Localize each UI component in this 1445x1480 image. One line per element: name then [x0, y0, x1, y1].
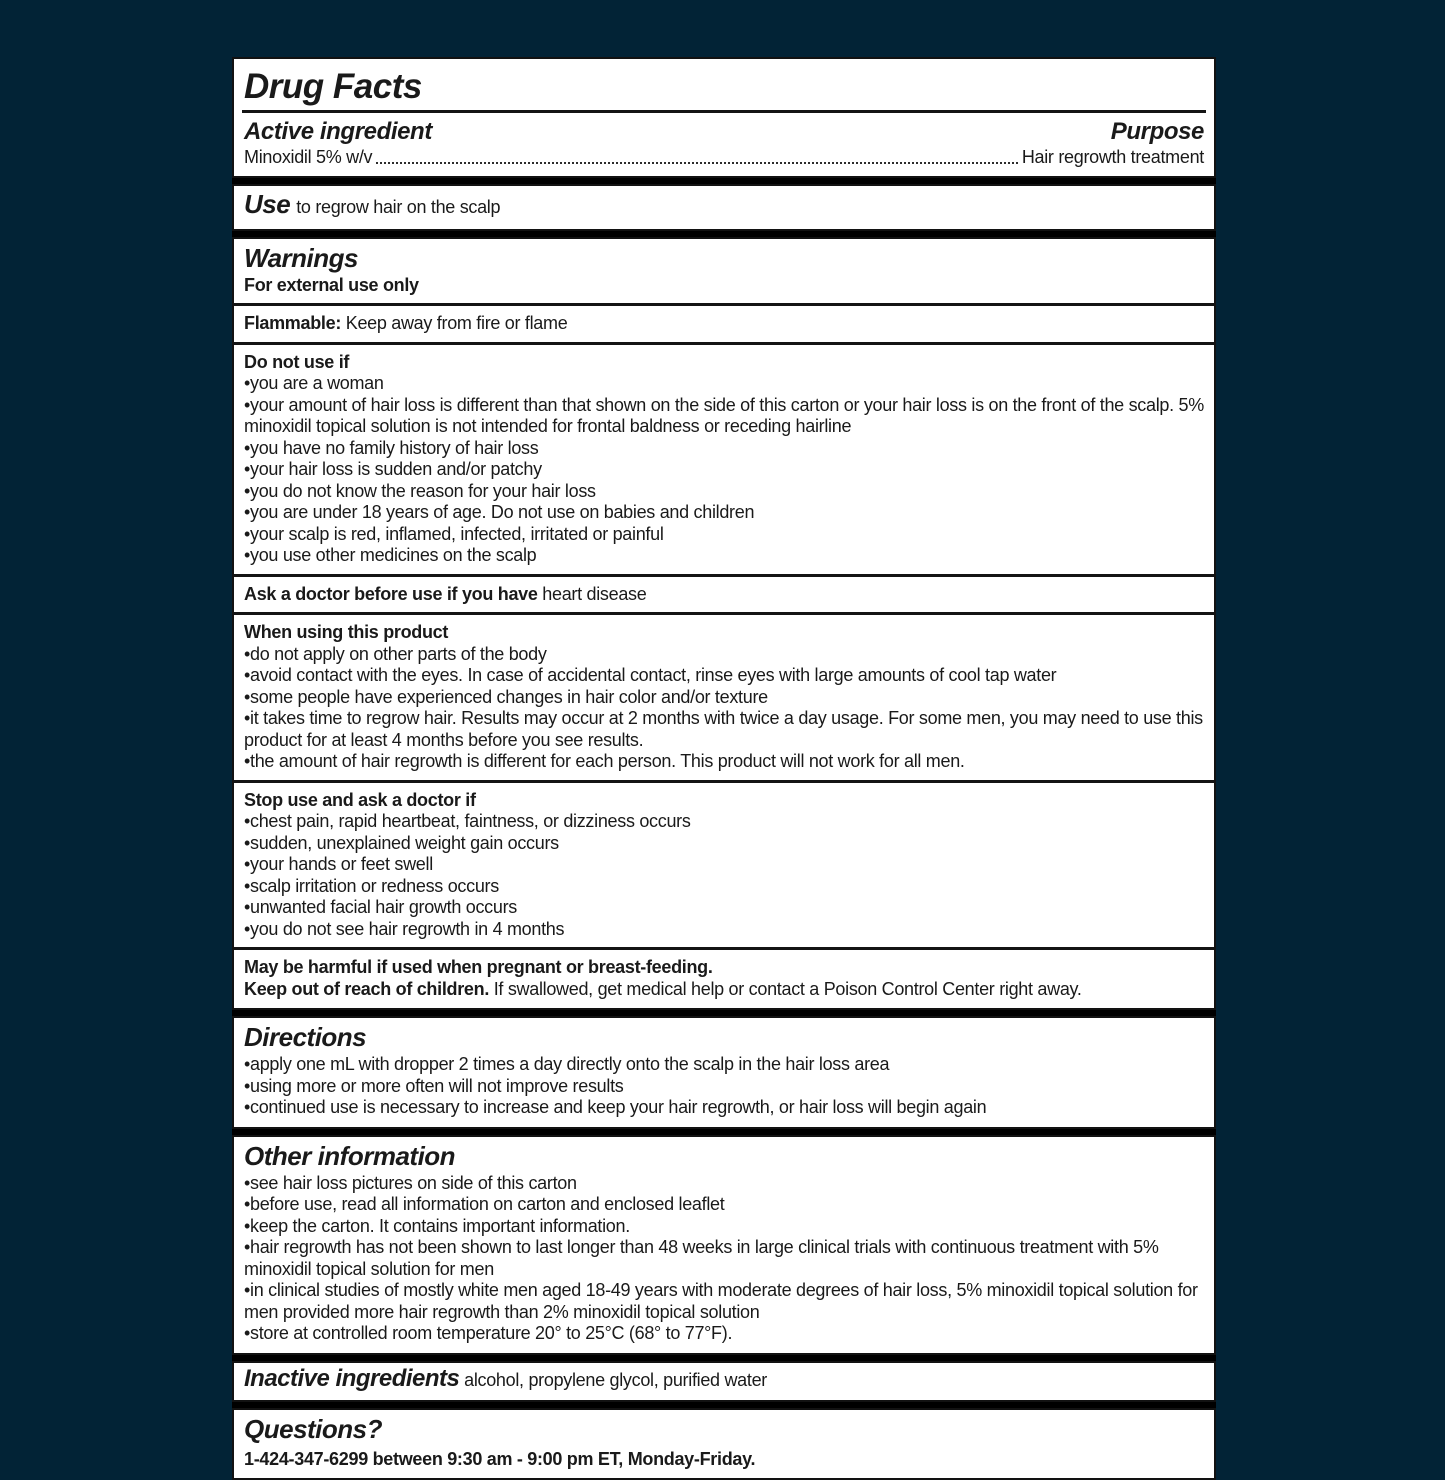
bullet-item: • you do not see hair regrowth in 4 months	[234, 919, 1214, 941]
divider-rule	[234, 342, 1214, 345]
bullet-item: • some people have experienced changes in hair color and/or texture	[234, 687, 1214, 709]
bullet-item: • you do not know the reason for your hair loss	[234, 481, 1214, 503]
section-directions	[232, 1016, 1216, 1129]
bullet-item: • you are under 18 years of age. Do not use on babies and children	[234, 502, 1214, 524]
divider-rule	[242, 110, 1206, 113]
use-heading: Use	[244, 189, 291, 220]
directions-heading: Directions	[244, 1022, 367, 1053]
bullet-item: • your scalp is red, inflamed, infected, irritated or painful	[234, 524, 1214, 546]
section-active-ingredient	[232, 57, 1216, 178]
ask-doctor-label: Ask a doctor before use if you have	[244, 583, 538, 604]
bullet-item: • keep the carton. It contains important information.	[234, 1216, 1214, 1238]
dotted-leader	[376, 162, 1018, 164]
section-other-information	[232, 1135, 1216, 1355]
bullet-item: • store at controlled room temperature 20° to 25°C (68° to 77°F).	[234, 1323, 1214, 1345]
children-warning-line	[234, 979, 1214, 1001]
external-use-only: For external use only	[244, 274, 419, 295]
section-warnings	[232, 237, 1216, 1011]
bullet-item: • sudden, unexplained weight gain occurs	[234, 833, 1214, 855]
ask-doctor-line	[234, 584, 1214, 606]
active-ingredient-heading: Active ingredient	[244, 118, 432, 146]
do-not-use-heading: Do not use if	[244, 351, 350, 372]
when-using-list	[234, 644, 1214, 773]
bullet-item: • continued use is necessary to increase and keep your hair regrowth, or hair loss will begin again	[234, 1097, 1214, 1119]
bullet-item: • apply one mL with dropper 2 times a day directly onto the scalp in the hair loss area	[234, 1054, 1214, 1076]
flammable-line	[234, 313, 1214, 335]
inactive-ingredients-line	[234, 1364, 1214, 1392]
when-using-heading: When using this product	[244, 622, 449, 643]
bullet-item: • unwanted facial hair growth occurs	[234, 897, 1214, 919]
ask-doctor-text: heart disease	[542, 583, 647, 604]
purpose-heading: Purpose	[1110, 118, 1204, 146]
bullet-item: • see hair loss pictures on side of this carton	[234, 1173, 1214, 1195]
divider-rule	[234, 612, 1214, 615]
children-warning-label: Keep out of reach of children.	[244, 978, 490, 999]
bullet-item: • in clinical studies of mostly white men aged 18-49 years with moderate degrees of hair loss, 5% minoxidil topical solution for men provided more hair regrowth than 2% minoxidil topical solution	[234, 1280, 1214, 1323]
divider-rule	[234, 780, 1214, 783]
section-inactive-ingredients	[232, 1361, 1216, 1403]
bullet-item: • your amount of hair loss is different than that shown on the side of this carton or your hair loss is on the front of the scalp. 5% minoxidil topical solution is not intended for frontal baldness or receding hairline	[234, 395, 1214, 438]
warnings-heading: Warnings	[244, 242, 358, 273]
inactive-ingredients-heading: Inactive ingredients	[244, 1364, 460, 1392]
bullet-item: • your hands or feet swell	[234, 854, 1214, 876]
bullet-item: • scalp irritation or redness occurs	[234, 876, 1214, 898]
bullet-item: • it takes time to regrow hair. Results may occur at 2 months with twice a day usage. For some men, you may need to use this product for at least 4 months before you see results.	[234, 708, 1214, 751]
active-ingredient-value: Minoxidil 5% w/v	[244, 146, 373, 167]
ingredient-purpose-value-row	[234, 147, 1214, 169]
stop-use-heading: Stop use and ask a doctor if	[244, 789, 476, 810]
other-information-heading: Other information	[244, 1140, 456, 1171]
bullet-item: • avoid contact with the eyes. In case of accidental contact, rinse eyes with large amounts of cool tap water	[234, 665, 1214, 687]
bullet-item: • you have no family history of hair loss	[234, 438, 1214, 460]
bullet-item: • your hair loss is sudden and/or patchy	[234, 459, 1214, 481]
ingredient-purpose-header-row	[234, 118, 1214, 147]
bullet-item: • before use, read all information on carton and enclosed leaflet	[234, 1194, 1214, 1216]
other-information-list	[234, 1173, 1214, 1345]
bullet-item: • hair regrowth has not been shown to last longer than 48 weeks in large clinical trials with continuous treatment with 5% minoxidil topical solution for men	[234, 1237, 1214, 1280]
questions-heading: Questions?	[244, 1414, 383, 1445]
inactive-ingredients-text: alcohol, propylene glycol, purified water	[464, 1369, 767, 1390]
use-text: to regrow hair on the scalp	[296, 197, 501, 218]
flammable-label: Flammable:	[244, 313, 342, 334]
stop-use-list	[234, 811, 1214, 940]
section-questions	[232, 1408, 1216, 1480]
do-not-use-list	[234, 373, 1214, 567]
bullet-item: • using more or more often will not improve results	[234, 1076, 1214, 1098]
bullet-item: • you are a woman	[234, 373, 1214, 395]
drug-facts-label	[232, 57, 1216, 1480]
questions-phone: 1-424-347-6299 between 9:30 am - 9:00 pm ET, Monday-Friday.	[244, 1448, 756, 1469]
bullet-item: • chest pain, rapid heartbeat, faintness, or dizziness occurs	[234, 811, 1214, 833]
section-use	[232, 184, 1216, 230]
divider-rule	[234, 947, 1214, 950]
flammable-text: Keep away from fire or flame	[345, 313, 568, 334]
children-warning-text: If swallowed, get medical help or contact a Poison Control Center right away.	[493, 978, 1082, 999]
divider-rule	[234, 574, 1214, 577]
directions-list	[234, 1054, 1214, 1119]
pregnant-warning: May be harmful if used when pregnant or breast-feeding.	[244, 957, 713, 978]
divider-rule	[234, 303, 1214, 306]
bullet-item: • you use other medicines on the scalp	[234, 545, 1214, 567]
purpose-value: Hair regrowth treatment	[1021, 146, 1204, 167]
drug-facts-title: Drug Facts	[244, 67, 422, 106]
bullet-item: • do not apply on other parts of the body	[234, 644, 1214, 666]
bullet-item: • the amount of hair regrowth is different for each person. This product will not work for all men.	[234, 751, 1214, 773]
